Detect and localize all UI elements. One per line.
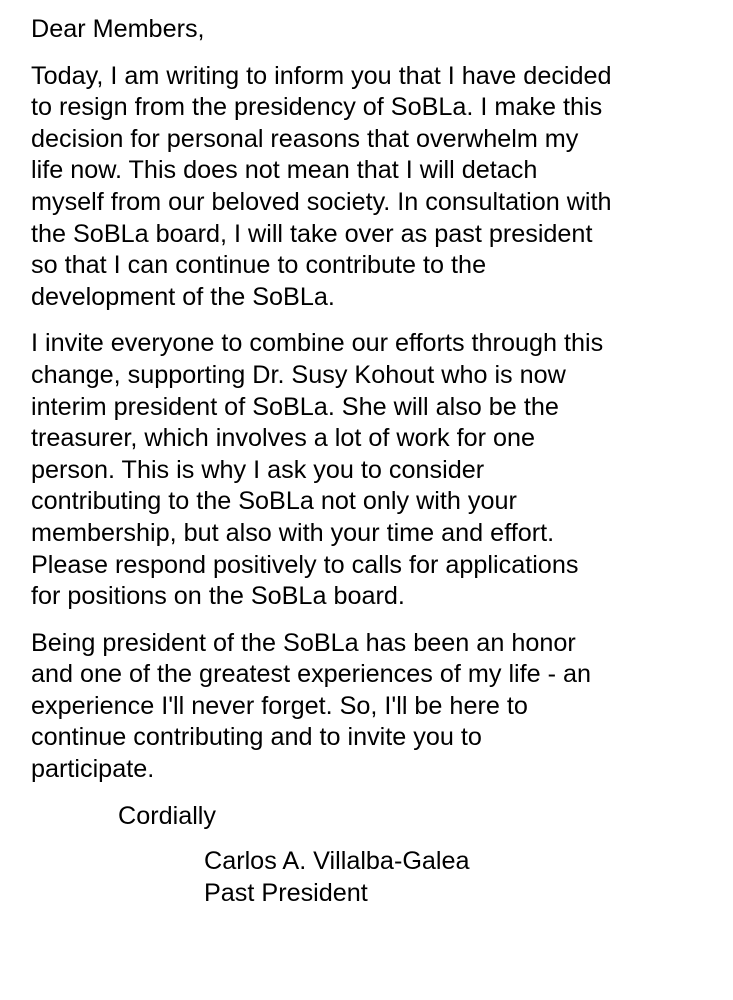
paragraph-line: the SoBLa board, I will take over as past president xyxy=(31,219,593,248)
paragraph-line: Today, I am writing to inform you that I have decided xyxy=(31,61,612,90)
letter-body xyxy=(31,14,721,909)
paragraph-line: life now. This does not mean that I will detach xyxy=(31,156,538,185)
signature-title: Past President xyxy=(204,878,368,907)
paragraph-line: so that I can continue to contribute to the xyxy=(31,251,487,280)
signature-block xyxy=(204,846,721,909)
paragraph-line: treasurer, which involves a lot of work for one xyxy=(31,424,535,453)
paragraph-line: contributing to the SoBLa not only with your xyxy=(31,487,517,516)
paragraph-line: Please respond positively to calls for applications xyxy=(31,550,579,579)
paragraph-line: I invite everyone to combine our efforts through this xyxy=(31,329,604,358)
paragraph-honor xyxy=(31,628,721,786)
closing: Cordially xyxy=(118,801,216,830)
paragraph-line: experience I'll never forget. So, I'll be here to xyxy=(31,691,528,720)
paragraph-invitation xyxy=(31,328,721,612)
salutation: Dear Members, xyxy=(31,15,205,43)
paragraph-line: and one of the greatest experiences of my life - an xyxy=(31,660,592,689)
paragraph-line: decision for personal reasons that overwhelm my xyxy=(31,124,579,153)
paragraph-line: for positions on the SoBLa board. xyxy=(31,582,405,611)
paragraph-resignation xyxy=(31,61,721,314)
paragraph-line: development of the SoBLa. xyxy=(31,282,335,311)
signature-name: Carlos A. Villalba-Galea xyxy=(204,847,470,876)
paragraph-line: to resign from the presidency of SoBLa. I make this xyxy=(31,93,603,122)
paragraph-line: Being president of the SoBLa has been an honor xyxy=(31,628,576,657)
paragraph-line: person. This is why I ask you to consider xyxy=(31,455,485,484)
paragraph-line: participate. xyxy=(31,755,155,784)
paragraph-line: change, supporting Dr. Susy Kohout who is now xyxy=(31,360,566,389)
paragraph-line: continue contributing and to invite you to xyxy=(31,723,482,752)
paragraph-line: membership, but also with your time and effort. xyxy=(31,518,555,547)
paragraph-line: myself from our beloved society. In consultation with xyxy=(31,187,612,216)
paragraph-line: interim president of SoBLa. She will also be the xyxy=(31,392,559,421)
